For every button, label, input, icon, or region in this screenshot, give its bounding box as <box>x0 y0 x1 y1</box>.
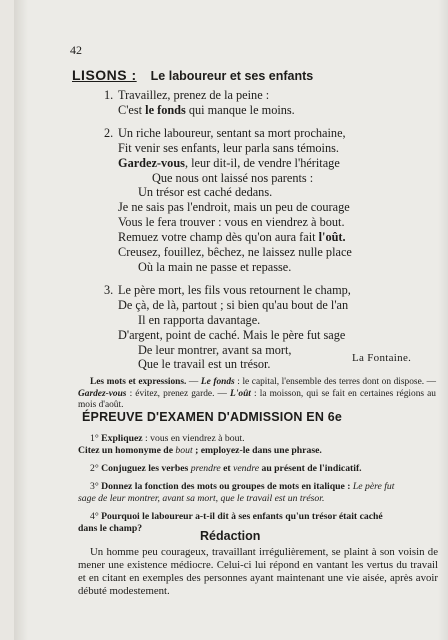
redaction-text <box>78 546 438 598</box>
text-run: , leur dit-il, de vendre l'héritage <box>184 155 340 170</box>
stanza-number: 3. <box>104 282 114 297</box>
text-run: Citez un homonyme de <box>78 445 176 456</box>
text-run: : le capital, l'ensemble des terres dont on dispose. — <box>234 377 437 387</box>
poem-line: Où la main ne passe et repasse. <box>138 259 292 274</box>
poem-line: De çà, de là, partout ; si bien qu'au bout de l'an <box>118 297 349 312</box>
vocab-term: Gardez-vous <box>78 388 127 399</box>
poem-line: Travaillez, prenez de la peine : <box>118 88 270 102</box>
stanza-2 <box>104 126 434 275</box>
text-run: Expliquez <box>101 433 143 444</box>
poem-line <box>118 230 434 245</box>
question-number: 3° <box>90 481 99 492</box>
italic-term: Le père fut <box>350 481 395 492</box>
text-run: : évitez, prenez garde. — <box>126 388 231 399</box>
text-run: qui manque le moins. <box>185 102 295 117</box>
question-continuation <box>78 493 438 505</box>
poem-line: Que nous ont laissé nos parents : <box>152 170 314 185</box>
text-run: C'est <box>118 102 146 117</box>
question-number: 1° <box>90 433 99 444</box>
poem-line: Fit venir ses enfants, leur parla sans témoins. <box>118 140 339 155</box>
poem-line <box>118 156 434 171</box>
exam-title: ÉPREUVE D'EXAMEN D'ADMISSION EN 6e <box>82 410 343 424</box>
poem-line: Il en rapporta davantage. <box>138 312 261 327</box>
question-number: 2° <box>90 463 99 474</box>
stanza-number: 1. <box>104 88 114 102</box>
vocab-term: L'oût <box>230 388 251 399</box>
question-number: 4° <box>90 511 99 522</box>
text-run: Pourquoi le laboureur a-t-il dit à ses enfants qu'un trésor était caché <box>101 511 383 522</box>
exam-questions <box>78 433 438 541</box>
italic-term: vendre <box>233 463 260 474</box>
question-1 <box>78 433 438 457</box>
page-binding-shadow <box>14 0 28 640</box>
text-run: Donnez la fonction des mots ou groupes de mots en italique : <box>101 481 351 492</box>
lesson-heading <box>72 67 313 85</box>
italic-term: sage de leur montrer, avant sa mort, que le travail est un trésor. <box>78 493 325 504</box>
page-edge-shadow <box>438 0 448 640</box>
poem-line: Le père mort, les fils vous retournent le champ, <box>118 282 351 297</box>
poem-line <box>118 103 434 118</box>
stanza-number: 2. <box>104 125 114 140</box>
italic-term: bout <box>175 445 193 456</box>
text-run: : vous en viendrez à bout. <box>142 433 245 444</box>
poem-line: Un trésor est caché dedans. <box>138 185 273 200</box>
poem-line: Vous le fera trouver : vous en viendrez à bout. <box>118 215 345 230</box>
vocab-term: Le fonds <box>200 377 235 387</box>
bold-term: Gardez-vous <box>118 155 185 170</box>
poem-line: D'argent, point de caché. Mais le père fut sage <box>118 327 346 342</box>
bold-term: l'oût. <box>318 230 346 245</box>
poem-line: Un riche laboureur, sentant sa mort prochaine, <box>118 125 346 140</box>
text-run: Remuez votre champ dès qu'on aura fait <box>118 230 319 245</box>
text-run: Un homme peu courageux, travaillant irrégulièrement, se plaint à son voisin de mener une existence médiocre. Celui-ci lui répond en vantant les vertus du travail et en citant en exemples des personnes ayant maintenant une vie aisée, après avoir débuté modestement. <box>78 546 438 597</box>
italic-term: prendre <box>190 463 221 474</box>
poem-line: De leur montrer, avant sa mort, <box>138 342 292 357</box>
text-run: : la moisson, qui se fait en certaines régions au mois d'août. <box>78 388 436 410</box>
question-2 <box>78 463 438 475</box>
text-run: ; employez-le dans une phrase. <box>192 445 322 456</box>
question-continuation <box>78 445 438 457</box>
text-run: Conjuguez les verbes <box>101 463 191 474</box>
page-number: 42 <box>70 43 82 57</box>
text-run: au présent de l'indicatif. <box>259 463 362 474</box>
bold-term: le fonds <box>145 102 186 117</box>
redaction-title: Rédaction <box>200 529 261 543</box>
stanza-1 <box>104 88 434 118</box>
vocabulary-note <box>78 377 436 412</box>
poem-line: Creusez, fouillez, bêchez, ne laissez nulle place <box>118 245 352 260</box>
poem <box>104 88 434 380</box>
text-run: dans le champ? <box>78 523 143 534</box>
poem-line: Je ne sais pas l'endroit, mais un peu de courage <box>118 200 350 215</box>
poem-title: Le laboureur et ses enfants <box>150 69 314 83</box>
text-run: et <box>220 463 234 474</box>
lesson-lead: LISONS : <box>72 67 137 83</box>
poem-line: Que le travail est un trésor. <box>138 357 271 372</box>
poem-author: La Fontaine. <box>352 352 412 364</box>
text-run: — <box>186 377 201 387</box>
vocab-label: Les mots et expressions. <box>90 377 187 387</box>
question-3 <box>78 481 438 505</box>
